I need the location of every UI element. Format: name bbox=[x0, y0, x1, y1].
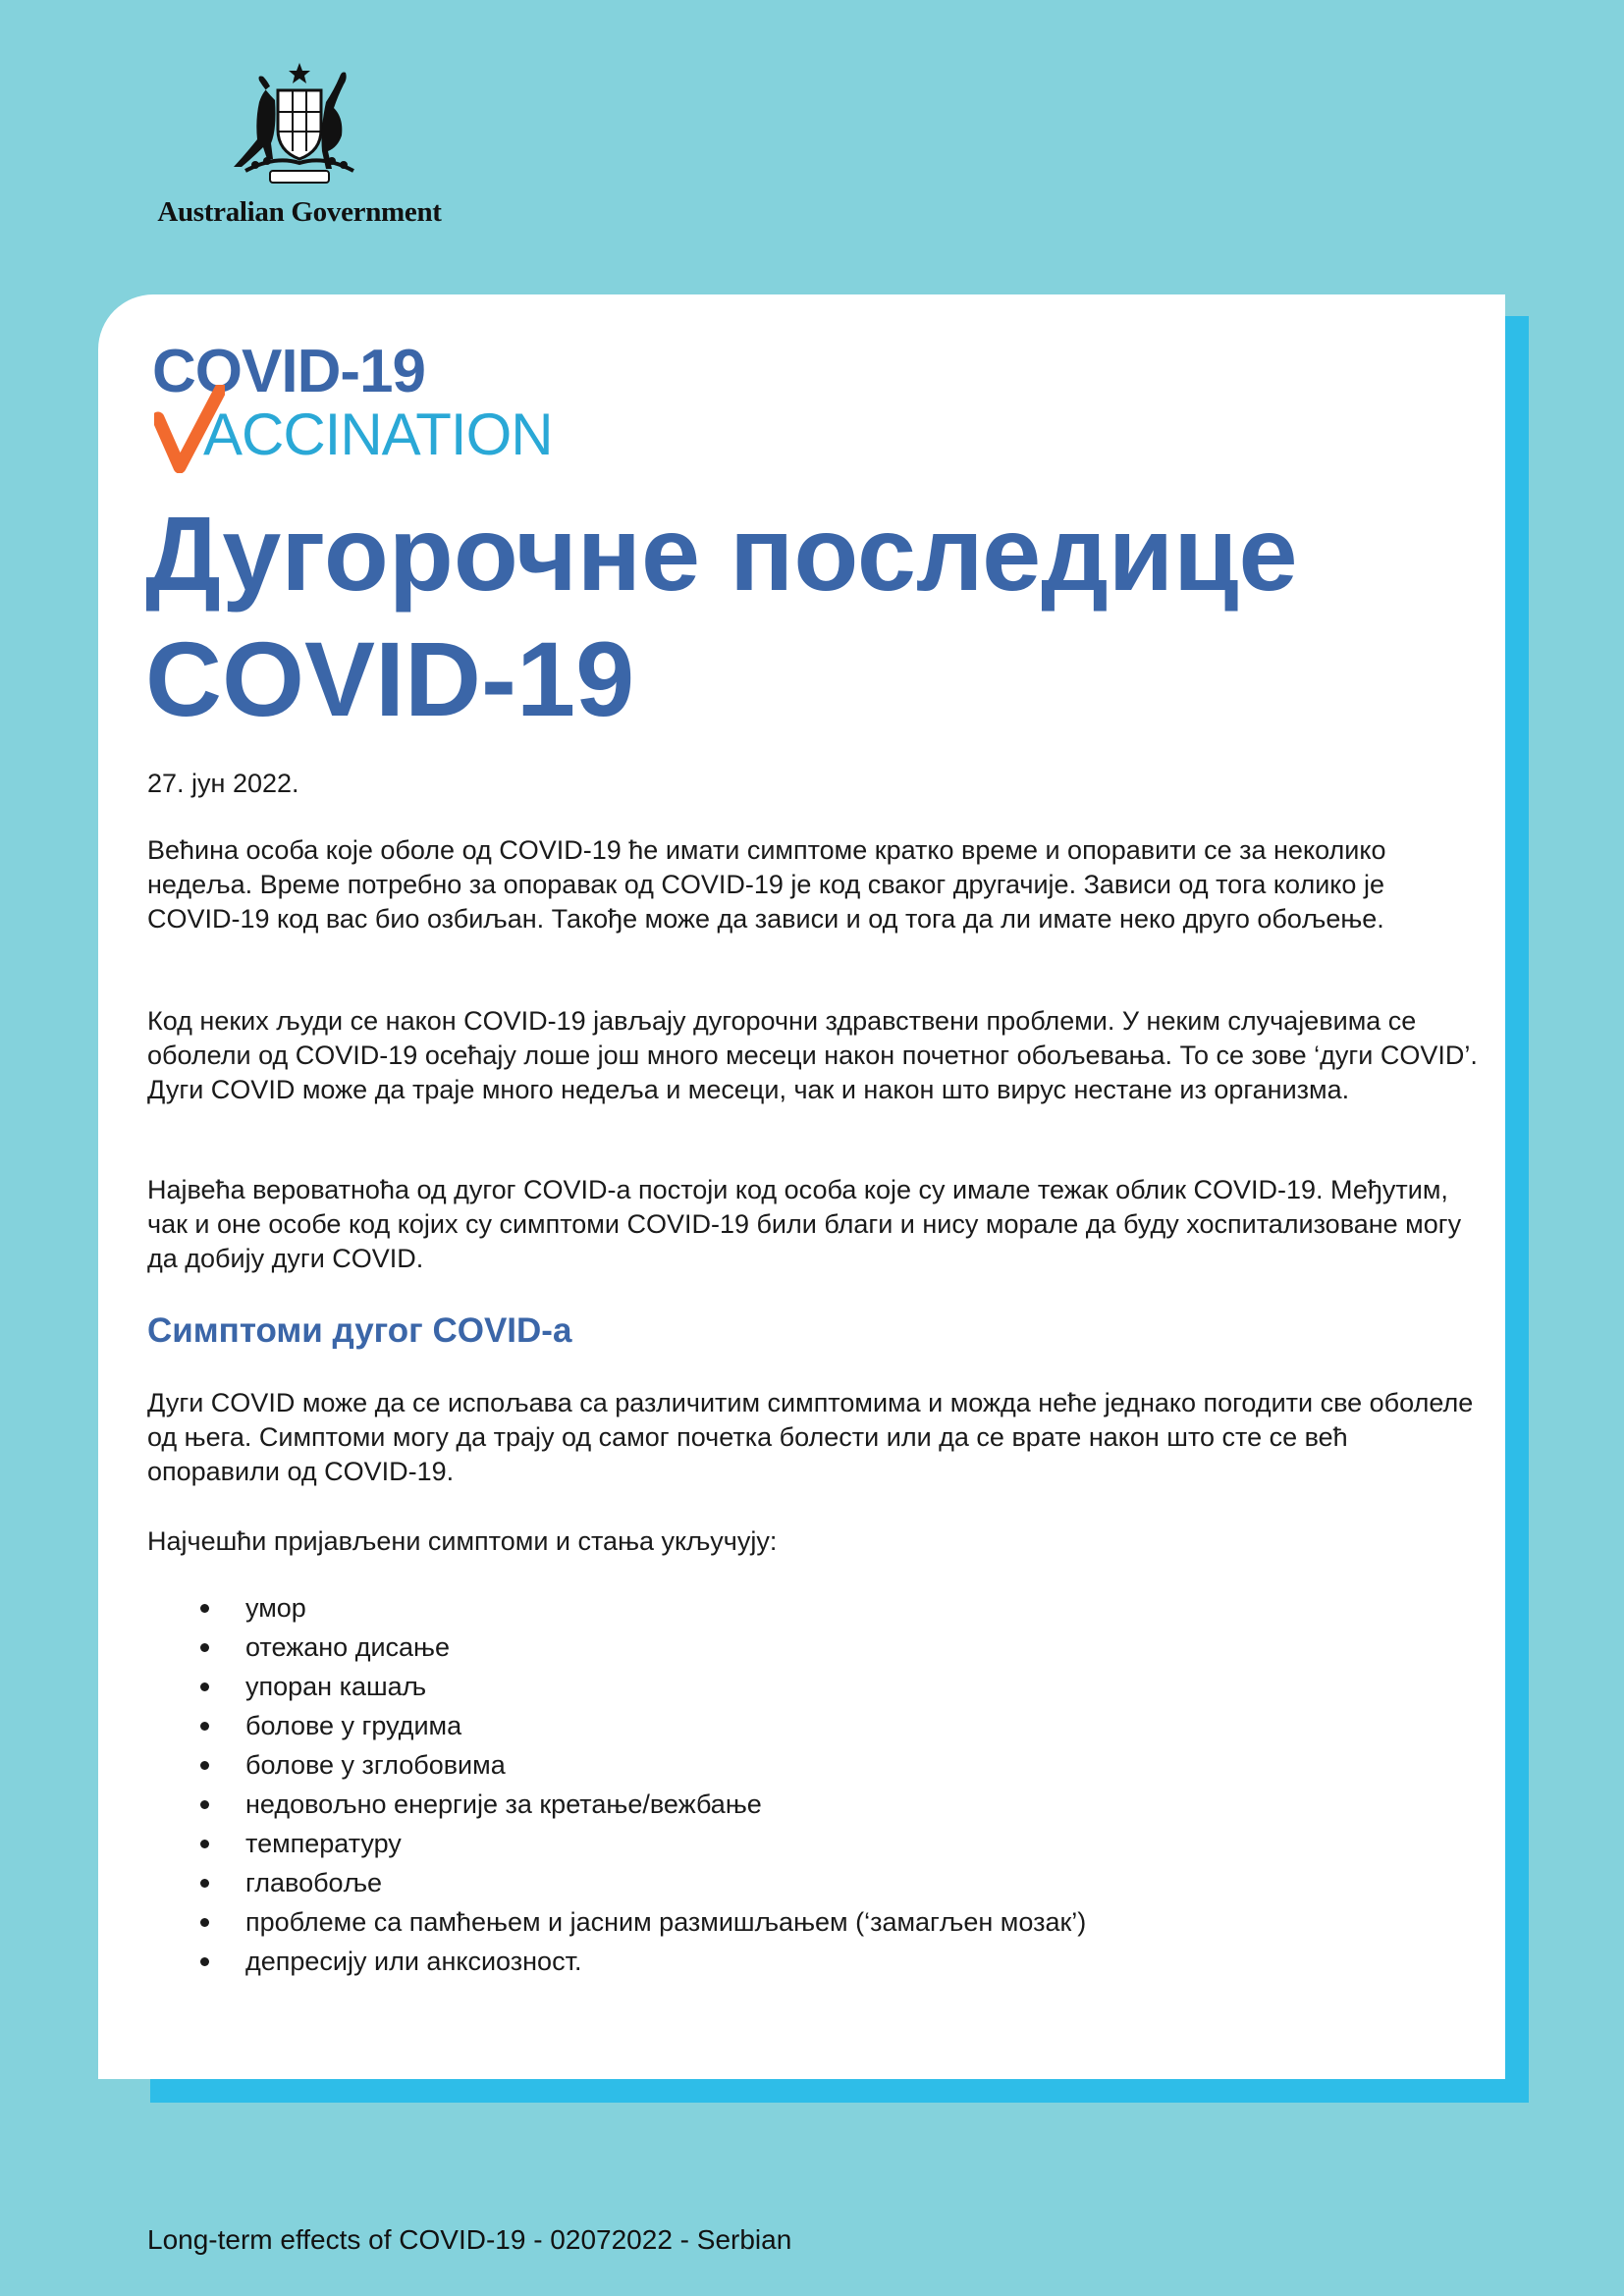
paragraph: Већина особа које оболе од COVID-19 ће имати симптоме кратко време и опоравити се за неколико недеља. Време потребно за опоравак од COVID-19 је код сваког другачије. Зависи од тога колико је COVID-19 код вас био озбиљан. Такође може да зависи и од тога да ли имате неко друго обољење. bbox=[147, 835, 1386, 934]
list-item-text: отежано дисање bbox=[245, 1632, 451, 1662]
symptom-list bbox=[147, 1588, 1424, 1981]
content-card bbox=[98, 294, 1505, 2079]
list-item-text: недовољно енергије за кретање/вежбање bbox=[245, 1789, 762, 1819]
bullet-icon bbox=[200, 1840, 209, 1848]
page-title: Дугорочне последице COVID-19 bbox=[145, 494, 1298, 738]
paragraph: Најчешћи пријављени симптоми и стања укључују: bbox=[147, 1526, 778, 1556]
logo-line-vaccination: ACCINATION bbox=[203, 401, 553, 467]
list-item-text: главобоље bbox=[245, 1868, 383, 1897]
coat-of-arms-icon bbox=[216, 61, 383, 188]
government-name: Australian Government bbox=[157, 196, 442, 228]
list-item-text: умор bbox=[245, 1593, 306, 1623]
paragraph: Највећа вероватноћа од дугог COVID-а постоји код особа које су имале тежак облик COVID-19. Међутим, чак и оне особе код којих су симптоми COVID-19 били благи и нису морале да буду хоспитализоване могу да добију дуги COVID. bbox=[147, 1175, 1462, 1273]
bullet-icon bbox=[200, 1682, 209, 1691]
australian-government-logo bbox=[147, 61, 452, 238]
list-item bbox=[147, 1628, 1424, 1667]
document-date: 27. јун 2022. bbox=[147, 769, 299, 798]
list-item-text: депресију или анксиозност. bbox=[245, 1947, 582, 1976]
list-item bbox=[147, 1824, 1424, 1863]
list-item bbox=[147, 1745, 1424, 1785]
list-item-text: упоран кашаљ bbox=[245, 1672, 427, 1701]
list-item bbox=[147, 1785, 1424, 1824]
checkmark-icon bbox=[154, 385, 225, 473]
list-item bbox=[147, 1942, 1424, 1981]
covid-vaccination-logo bbox=[152, 338, 604, 467]
bullet-icon bbox=[200, 1761, 209, 1770]
bullet-icon bbox=[200, 1604, 209, 1613]
list-item-text: болове у зглобовима bbox=[245, 1750, 506, 1780]
bullet-icon bbox=[200, 1800, 209, 1809]
logo-line-covid: COVID-19 bbox=[152, 338, 425, 405]
paragraph: Дуги COVID може да се испољава са различитим симптомима и можда неће једнако погодити све оболеле од њега. Симптоми могу да трају од самог почетка болести или да се врате након што сте се већ опоравили од COVID-19. bbox=[147, 1388, 1474, 1486]
bullet-icon bbox=[200, 1918, 209, 1927]
list-item-text: болове у грудима bbox=[245, 1711, 462, 1740]
section-heading: Симптоми дугог COVID-а bbox=[147, 1311, 572, 1350]
footer-text: Long-term effects of COVID-19 - 02072022 - Serbian bbox=[147, 2224, 792, 2255]
bullet-icon bbox=[200, 1879, 209, 1888]
list-item bbox=[147, 1588, 1424, 1628]
list-item-text: температуру bbox=[245, 1829, 402, 1858]
list-item bbox=[147, 1863, 1424, 1902]
list-item bbox=[147, 1902, 1424, 1942]
list-item bbox=[147, 1706, 1424, 1745]
list-item-text: проблеме са памћењем и јасним размишљањем (‘замагљен мозак’) bbox=[245, 1907, 1087, 1937]
list-item bbox=[147, 1667, 1424, 1706]
paragraph: Код неких људи се након COVID-19 јављају дугорочни здравствени проблеми. У неким случајевима се оболели од COVID-19 осећају лоше још много месеци након почетног обољевања. То се зове ‘дуги COVID’. Дуги COVID може да траје много недеља и месеци, чак и након што вирус нестане из организма. bbox=[147, 1006, 1478, 1104]
bullet-icon bbox=[200, 1722, 209, 1731]
bullet-icon bbox=[200, 1957, 209, 1966]
bullet-icon bbox=[200, 1643, 209, 1652]
